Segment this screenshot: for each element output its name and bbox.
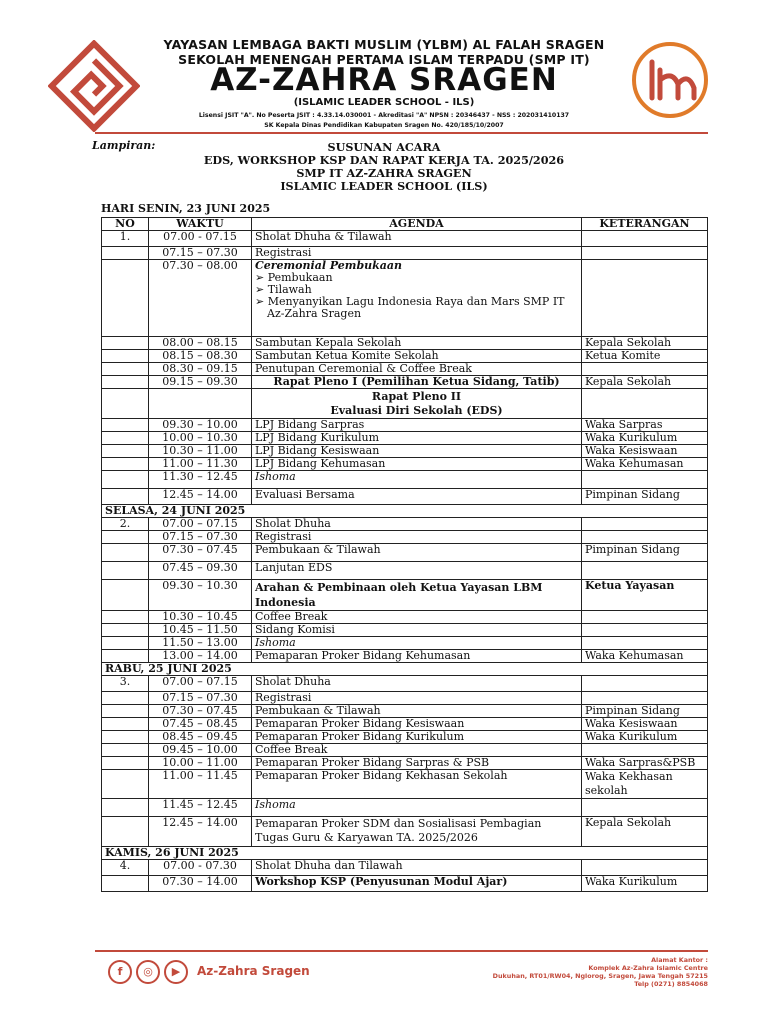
- row-time: 09.30 – 10.00: [149, 419, 252, 432]
- row-note: Kepala Sekolah: [582, 376, 708, 389]
- row-agenda: Pemaparan Proker Bidang Sarpras & PSB: [252, 757, 582, 770]
- table-row: [102, 611, 708, 624]
- col-keterangan: KETERANGAN: [582, 218, 708, 231]
- row-agenda: Penutupan Ceremonial & Coffee Break: [252, 363, 582, 376]
- day-row: [102, 663, 708, 676]
- row-note: [582, 231, 708, 247]
- table-row: [102, 718, 708, 731]
- table-row: [102, 458, 708, 471]
- col-agenda: AGENDA: [252, 218, 582, 231]
- table-row: [102, 692, 708, 705]
- row-note: Pimpinan Sidang: [582, 489, 708, 505]
- row-agenda: Sholat Dhuha: [252, 518, 582, 531]
- table-row: [102, 445, 708, 458]
- row-time: 11.00 – 11.45: [149, 770, 252, 799]
- doc-title-3: SMP IT AZ-ZAHRA SRAGEN: [296, 166, 472, 180]
- row-time: 10.00 – 11.00: [149, 757, 252, 770]
- row-agenda: Pemaparan Proker SDM dan Sosialisasi Pembagian Tugas Guru & Karyawan TA. 2025/2026: [252, 817, 582, 847]
- row-agenda: Sidang Komisi: [252, 624, 582, 637]
- col-waktu: WAKTU: [149, 218, 252, 231]
- table-row: [102, 757, 708, 770]
- row-agenda: LPJ Bidang Kehumasan: [252, 458, 582, 471]
- row-time: 07.15 – 07.30: [149, 531, 252, 544]
- row-note: Kepala Sekolah: [582, 817, 708, 847]
- schedule-table: [101, 217, 708, 892]
- bullet-item: ➢ Pembukaan: [255, 271, 333, 284]
- table-row: [102, 489, 708, 505]
- ceremonial-title: Ceremonial Pembukaan: [255, 259, 403, 272]
- row-agenda: Registrasi: [252, 531, 582, 544]
- row-time: 07.30 – 07.45: [149, 544, 252, 562]
- row-time: 10.00 – 10.30: [149, 432, 252, 445]
- row-time: 08.45 – 09.45: [149, 731, 252, 744]
- address-phone: Telp (0271) 8854068: [634, 980, 708, 988]
- row-agenda: Rapat Pleno I (Pemilihan Ketua Sidang, Tatib): [252, 376, 582, 389]
- row-agenda: Evaluasi Bersama: [252, 489, 582, 505]
- table-row: [102, 231, 708, 247]
- header-rule: [95, 132, 708, 134]
- table-row: [102, 419, 708, 432]
- row-time: 10.45 – 11.50: [149, 624, 252, 637]
- row-agenda: Coffee Break: [252, 611, 582, 624]
- row-agenda: Sholat Dhuha dan Tilawah: [252, 860, 582, 876]
- school-subtitle: (ISLAMIC LEADER SCHOOL - ILS): [293, 97, 475, 108]
- table-row: [102, 676, 708, 692]
- row-note: Ketua Komite: [582, 350, 708, 363]
- row-note: [582, 363, 708, 376]
- day-label: HARI SENIN, 23 JUNI 2025: [101, 202, 271, 215]
- row-note: Waka Kekhasan sekolah: [582, 770, 708, 799]
- row-time: 07.30 – 07.45: [149, 705, 252, 718]
- table-row: [102, 544, 708, 562]
- row-note: Pimpinan Sidang: [582, 544, 708, 562]
- row-time: 07.00 - 07.15: [149, 231, 252, 247]
- row-note: Pimpinan Sidang: [582, 705, 708, 718]
- doc-title-4: ISLAMIC LEADER SCHOOL (ILS): [280, 179, 488, 193]
- row-time: 11.50 – 13.00: [149, 637, 252, 650]
- day-row: [102, 847, 708, 860]
- table-row: [102, 817, 708, 847]
- row-note: Waka Kesiswaan: [582, 445, 708, 458]
- row-note: Waka Kurikulum: [582, 731, 708, 744]
- row-time: 07.45 – 08.45: [149, 718, 252, 731]
- letterhead: [0, 0, 768, 140]
- row-time: 09.15 – 09.30: [149, 376, 252, 389]
- row-agenda: Sholat Dhuha & Tilawah: [252, 231, 582, 247]
- table-row: [102, 637, 708, 650]
- table-header-row: [102, 218, 708, 231]
- pleno-subtitle: Evaluasi Diri Sekolah (EDS): [330, 404, 503, 417]
- table-row: [102, 650, 708, 663]
- col-no: NO: [102, 218, 149, 231]
- bullet-item: ➢ Tilawah: [255, 283, 312, 296]
- row-agenda: Registrasi: [252, 692, 582, 705]
- row-note: [582, 247, 708, 260]
- license-line: Lisensi JSIT "A". No Peserta JSIT : 4.33.14.030001 - Akreditasi "A" NPSN : 20346437 - NSS : 202031410137: [198, 112, 570, 119]
- row-agenda: Pemaparan Proker Bidang Kehumasan: [252, 650, 582, 663]
- row-note: Waka Sarpras: [582, 419, 708, 432]
- row-agenda: Pembukaan & Tilawah: [252, 705, 582, 718]
- sk-line: SK Kepala Dinas Pendidikan Kabupaten Sragen No. 420/185/10/2007: [264, 122, 504, 129]
- facebook-icon[interactable]: f: [108, 960, 132, 984]
- row-agenda: Pemaparan Proker Bidang Kurikulum: [252, 731, 582, 744]
- row-note: Waka Sarpras&PSB: [582, 757, 708, 770]
- table-row: [102, 247, 708, 260]
- table-row: [102, 860, 708, 876]
- row-time: 08.30 – 09.15: [149, 363, 252, 376]
- youtube-icon[interactable]: ▶: [164, 960, 188, 984]
- table-row: [102, 432, 708, 445]
- address-line-2: Dukuhan, RT01/RW04, Nglorog, Sragen, Jawa Tengah 57215: [492, 972, 708, 980]
- table-row: [102, 876, 708, 892]
- table-row: [102, 705, 708, 718]
- row-agenda: Lanjutan EDS: [252, 562, 582, 580]
- table-row: [102, 337, 708, 350]
- row-time: 09.30 – 10.30: [149, 580, 252, 611]
- row-note: Waka Kesiswaan: [582, 718, 708, 731]
- table-row: [102, 799, 708, 817]
- table-row: [102, 531, 708, 544]
- row-agenda: Sholat Dhuha: [252, 676, 582, 692]
- row-agenda: LPJ Bidang Kurikulum: [252, 432, 582, 445]
- footer-brand: Az-Zahra Sragen: [197, 964, 310, 978]
- row-note: Waka Kurikulum: [582, 876, 708, 892]
- school-name: AZ-ZAHRA SRAGEN: [210, 62, 558, 98]
- row-note: [582, 260, 708, 337]
- table-row: [102, 363, 708, 376]
- row-note: Waka Kehumasan: [582, 650, 708, 663]
- row-agenda: Sambutan Kepala Sekolah: [252, 337, 582, 350]
- row-time: 12.45 – 14.00: [149, 489, 252, 505]
- footer-rule: [95, 950, 708, 952]
- table-row: [102, 389, 708, 419]
- table-row: [102, 744, 708, 757]
- row-note: Waka Kurikulum: [582, 432, 708, 445]
- day-row: [102, 505, 708, 518]
- row-time: 12.45 – 14.00: [149, 817, 252, 847]
- row-agenda: Pemaparan Proker Bidang Kesiswaan: [252, 718, 582, 731]
- day-label: RABU, 25 JUNI 2025: [102, 663, 708, 676]
- row-agenda: Coffee Break: [252, 744, 582, 757]
- row-agenda: Registrasi: [252, 247, 582, 260]
- doc-title-2: EDS, WORKSHOP KSP DAN RAPAT KERJA TA. 2025/2026: [203, 153, 565, 167]
- row-time: 07.00 - 07.30: [149, 860, 252, 876]
- row-time: 08.15 – 08.30: [149, 350, 252, 363]
- row-agenda: Pembukaan & Tilawah: [252, 544, 582, 562]
- address-title: Alamat Kantor :: [651, 956, 708, 964]
- row-time: 07.00 – 07.15: [149, 518, 252, 531]
- row-agenda: Ishoma: [252, 471, 582, 489]
- row-no: 2.: [102, 518, 149, 531]
- row-time: 07.15 – 07.30: [149, 692, 252, 705]
- table-row: [102, 518, 708, 531]
- bullet-item: ➢ Menyanyikan Lagu Indonesia Raya dan Mars SMP IT Az-Zahra Sragen: [255, 295, 565, 320]
- row-time: 07.15 – 07.30: [149, 247, 252, 260]
- pleno-title: Rapat Pleno II: [371, 390, 462, 403]
- row-time: 11.45 – 12.45: [149, 799, 252, 817]
- doc-title-1: SUSUNAN ACARA: [327, 140, 441, 154]
- lampiran-label: Lampiran:: [92, 139, 156, 152]
- row-time: 10.30 – 10.45: [149, 611, 252, 624]
- row-note: Ketua Yayasan: [582, 580, 708, 611]
- row-note: Kepala Sekolah: [582, 337, 708, 350]
- table-row: [102, 562, 708, 580]
- row-agenda: Ishoma: [252, 637, 582, 650]
- foundation-name: YAYASAN LEMBAGA BAKTI MUSLIM (YLBM) AL FALAH SRAGEN: [163, 37, 605, 52]
- row-agenda: Workshop KSP (Penyusunan Modul Ajar): [252, 876, 582, 892]
- row-agenda: [252, 260, 582, 337]
- row-time: 07.00 – 07.15: [149, 676, 252, 692]
- row-agenda: LPJ Bidang Kesiswaan: [252, 445, 582, 458]
- table-row: [102, 260, 708, 337]
- row-time: 10.30 – 11.00: [149, 445, 252, 458]
- table-row: [102, 350, 708, 363]
- row-note: Waka Kehumasan: [582, 458, 708, 471]
- row-time: 07.30 – 08.00: [149, 260, 252, 337]
- ilm-logo: [612, 40, 720, 120]
- instagram-icon[interactable]: ◎: [136, 960, 160, 984]
- table-row: [102, 624, 708, 637]
- row-no: 1.: [102, 231, 149, 247]
- row-time: 11.00 – 11.30: [149, 458, 252, 471]
- school-level: SEKOLAH MENENGAH PERTAMA ISLAM TERPADU (SMP IT): [178, 52, 590, 67]
- day-label: KAMIS, 26 JUNI 2025: [102, 847, 708, 860]
- row-time: 13.00 – 14.00: [149, 650, 252, 663]
- row-agenda: LPJ Bidang Sarpras: [252, 419, 582, 432]
- row-no: 4.: [102, 860, 149, 876]
- row-agenda: Ishoma: [252, 799, 582, 817]
- row-agenda: [252, 389, 582, 419]
- row-no: 3.: [102, 676, 149, 692]
- row-time: 07.45 – 09.30: [149, 562, 252, 580]
- table-row: [102, 731, 708, 744]
- table-row: [102, 471, 708, 489]
- row-time: 08.00 – 08.15: [149, 337, 252, 350]
- row-agenda: Sambutan Ketua Komite Sekolah: [252, 350, 582, 363]
- row-time: 11.30 – 12.45: [149, 471, 252, 489]
- row-agenda: Pemaparan Proker Bidang Kekhasan Sekolah: [252, 770, 582, 799]
- row-time: 09.45 – 10.00: [149, 744, 252, 757]
- table-row: [102, 376, 708, 389]
- table-row: [102, 770, 708, 799]
- table-row: [102, 580, 708, 611]
- address-line-1: Komplek Az-Zahra Islamic Centre: [588, 964, 708, 972]
- row-agenda: Arahan & Pembinaan oleh Ketua Yayasan LBM Indonesia: [252, 580, 582, 611]
- row-time: 07.30 – 14.00: [149, 876, 252, 892]
- day-label: SELASA, 24 JUNI 2025: [102, 505, 708, 518]
